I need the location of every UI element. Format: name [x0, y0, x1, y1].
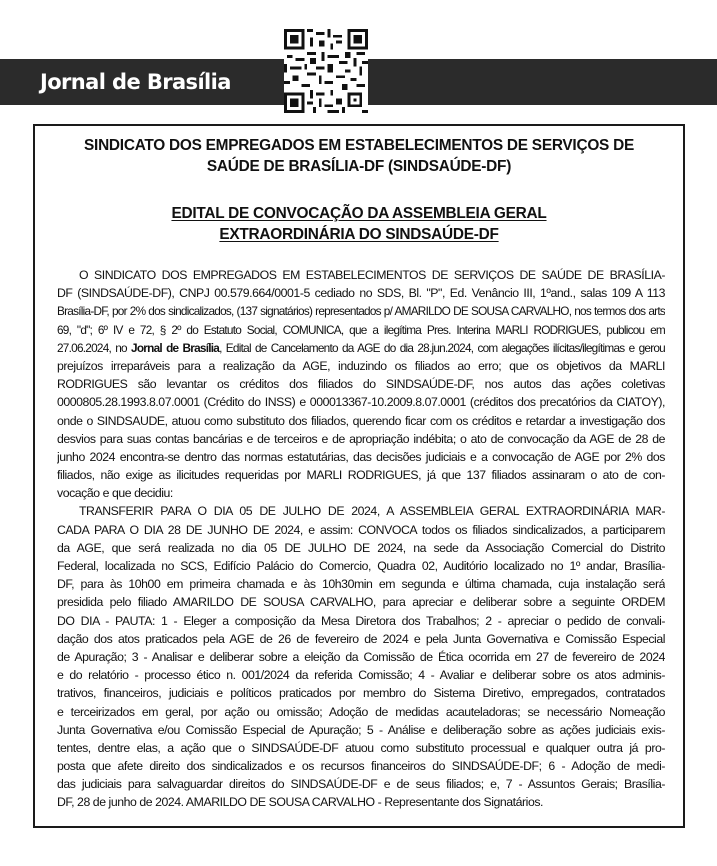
qr-code-icon: [284, 29, 368, 113]
body-line: DF, 28 de junho de 2024. AMARILDO DE SOUSA CARVALHO - Representante dos Signatários.: [57, 795, 543, 810]
body-line: DF (SINDSAÚDE-DF), CNPJ 00.579.664/0001-5 cediado no SDS, Bl. "P", Ed. Venâncio III, 1ºand., salas 109 A 113: [57, 286, 665, 301]
body-line: das judiciais para salvaguardar direitos do SINDSAÚDE-DF e de seus filiados; e, 7 - Assuntos Gerais; Brasília-: [57, 777, 665, 792]
body-line: e terceirizados em geral, por ação ou omissão; Adoção de medidas acauteladoras; se necessário Nomeação: [57, 704, 665, 719]
newspaper-name-bold: Jornal de Brasília: [131, 340, 220, 355]
body-line: tentes, dentre elas, a ação que o SINDSAÚDE-DF atuou como substituto processual e qualquer outra já pro-: [57, 740, 665, 755]
body-text-segment: , Edital de Cancelamento da AGE do dia 28.jun.2024, com alegações ilícitas/ilegítimas e gerou: [219, 340, 665, 355]
body-line: Junta Governativa e/ou Comissão Especial de Apuração; 5 - Análise e deliberação sobre as ações judiciais exis-: [57, 722, 665, 737]
body-line: posta que afete direito dos sindicalizados e os recursos financeiros do SINDSAÚDE-DF; 6 - Adoção de medi-: [57, 759, 665, 774]
body-line: RODRIGUES são levantar os créditos dos filiados do SINDSAÚDE-DF, nos autos das ações coletivas: [57, 377, 665, 392]
body-line: Brasília-DF, por 2% dos sindicalizados, (137 signatários) representados p/ AMARILDO DE SOUSA CARVALHO, nos termos dos arts: [57, 304, 665, 319]
body-line: presidida pelo filiado AMARILDO DE SOUSA CARVALHO, para apreciar e deliberar sobre a seguinte ORDEM: [57, 595, 665, 610]
body-line: [57, 339, 665, 357]
publication-name: Jornal de Brasília: [40, 70, 231, 94]
notice-title-line2: [35, 224, 683, 245]
notice-title-text1: EDITAL DE CONVOCAÇÃO DA ASSEMBLEIA GERAL: [171, 205, 547, 222]
body-line: da AGE, que será realizada no dia 05 DE JULHO DE 2024, na sede da Associação Comercial do Distrito: [57, 540, 665, 555]
union-name-line1: SINDICATO DOS EMPREGADOS EM ESTABELECIMENTOS DE SERVIÇOS DE: [84, 137, 634, 154]
body-line: prejuízos irreparáveis para a realização da AGE, induzindo os filiados ao erro; que os objetivos da MARLI: [57, 358, 665, 373]
notice-title-text2: EXTRAORDINÁRIA DO SINDSAÚDE-DF: [219, 226, 499, 243]
body-line: filiados, não exige as ilicitudes requeridas por MARLI RODRIGUES, já que 137 filiados assinaram o ato de con-: [57, 468, 665, 483]
body-line: junho 2024 encontra-se dentro das normas estatutárias, das decisões judiciais e a convocação de AGE por 2% dos: [57, 449, 665, 464]
body-line: 0000805.28.1993.8.07.0001 (Crédito do INSS) e 000013367-10.2009.8.07.0001 (créditos dos precatórios da CIATOY),: [57, 395, 665, 410]
union-name-line2: SAÚDE DE BRASÍLIA-DF (SINDSAÚDE-DF): [206, 158, 512, 175]
body-line: DO DIA - PAUTA: 1 - Eleger a composição da Mesa Diretora dos Trabalhos; 2 - apreciar o pedido de convali-: [57, 613, 665, 628]
body-line: dação dos atos praticados pela AGE de 26 de fevereiro de 2024 e pela Junta Governativa e Comissão Especial: [57, 631, 665, 646]
body-text-segment: 27.06.2024, no: [57, 340, 132, 355]
notice-body: [57, 266, 665, 812]
notice-title-line1: [35, 203, 683, 224]
body-line: DF, para às 10h00 em primeira chamada e às 10h30min em segunda e última chamada, cuja instalação será: [57, 577, 665, 592]
body-line: desvios para suas contas bancárias e de terceiros e de apropriação indébita; o ato de convocação da AGE de 28 de: [57, 431, 665, 446]
body-line: e do relatório - processo ético n. 001/2024 da referida Comissão; 4 - Avaliar e deliberar sobre os atos adminis-: [57, 668, 665, 683]
body-line: O SINDICATO DOS EMPREGADOS EM ESTABELECIMENTOS DE SERVIÇOS DE SAÚDE DE BRASÍLIA-: [79, 268, 665, 282]
body-line: vocação e que decidiu:: [57, 486, 173, 501]
body-line: CADA PARA O DIA 28 DE JUNHO DE 2024, e assim: CONVOCA todos os filiados sindicalizados, a participarem: [57, 522, 665, 537]
legal-notice-box: [33, 124, 685, 828]
body-line: trativos, financeiros, judiciais e políticos praticados por membro do Sistema Diretivo, empregados, contratados: [57, 686, 665, 701]
body-line: onde o SINDSAUDE, atuou como substituto dos filiados, querendo ficar com os créditos e retardar a investigação dos: [57, 413, 665, 428]
body-line: Federal, localizada no SCS, Edifício Palácio do Comercio, Quadra 02, Auditório localizado no 1º andar, Brasília-: [57, 559, 665, 573]
body-line: 69, "d"; 6º IV e 72, § 2º do Estatuto Social, COMUNICA, que a ilegítima Pres. Interina MARLI RODRIGUES, publicou em: [57, 322, 665, 337]
body-line: de Apuração; 3 - Analisar e deliberar sobre a eleição da Comissão de Ética ocorrida em 27 de fevereiro de 2024: [57, 649, 665, 664]
body-line: TRANSFERIR PARA O DIA 05 DE JULHO DE 2024, A ASSEMBLEIA GERAL EXTRAORDINÁRIA MAR-: [79, 504, 665, 519]
